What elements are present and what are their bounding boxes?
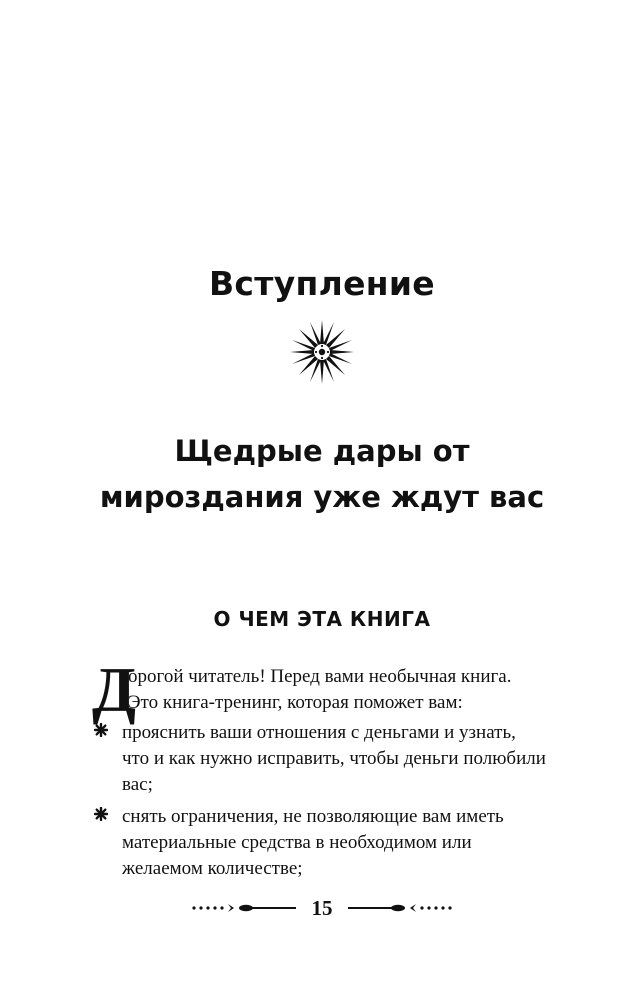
list-item — [92, 720, 546, 798]
intro-paragraph — [92, 654, 546, 725]
asterisk-bullet-icon — [94, 723, 108, 737]
subtitle-line-2: мироздания уже ждут вас — [99, 480, 545, 514]
asterisk-bullet-icon — [94, 807, 108, 821]
starburst-ornament-icon — [288, 318, 356, 386]
list-item-text: снять ограничения, не позволяющие вам иметь материальные средства в необходимом или желаемом количестве; — [122, 806, 504, 879]
section-title: О ЧЕМ ЭТА КНИГА — [213, 607, 431, 631]
intro-line-1: орогой читатель! Перед вами необычная книга. — [128, 666, 512, 687]
page-number: 15 — [311, 896, 333, 920]
benefit-list — [92, 720, 546, 882]
list-item — [92, 804, 546, 882]
list-item-text: прояснить ваши отношения с деньгами и узнать, что и как нужно исправить, чтобы деньги полюбили вас; — [122, 722, 546, 795]
page-footer — [0, 893, 644, 923]
footer-left-ornament-icon — [190, 901, 300, 915]
chapter-subtitle — [0, 428, 644, 520]
intro-line-2: Это книга-тренинг, которая поможет вам: — [128, 692, 463, 713]
footer-right-ornament-icon — [344, 901, 454, 915]
body-text — [92, 654, 546, 888]
chapter-title: Вступление — [208, 264, 435, 303]
drop-cap: Д — [92, 654, 137, 725]
subtitle-line-1: Щедрые дары от — [174, 434, 470, 468]
